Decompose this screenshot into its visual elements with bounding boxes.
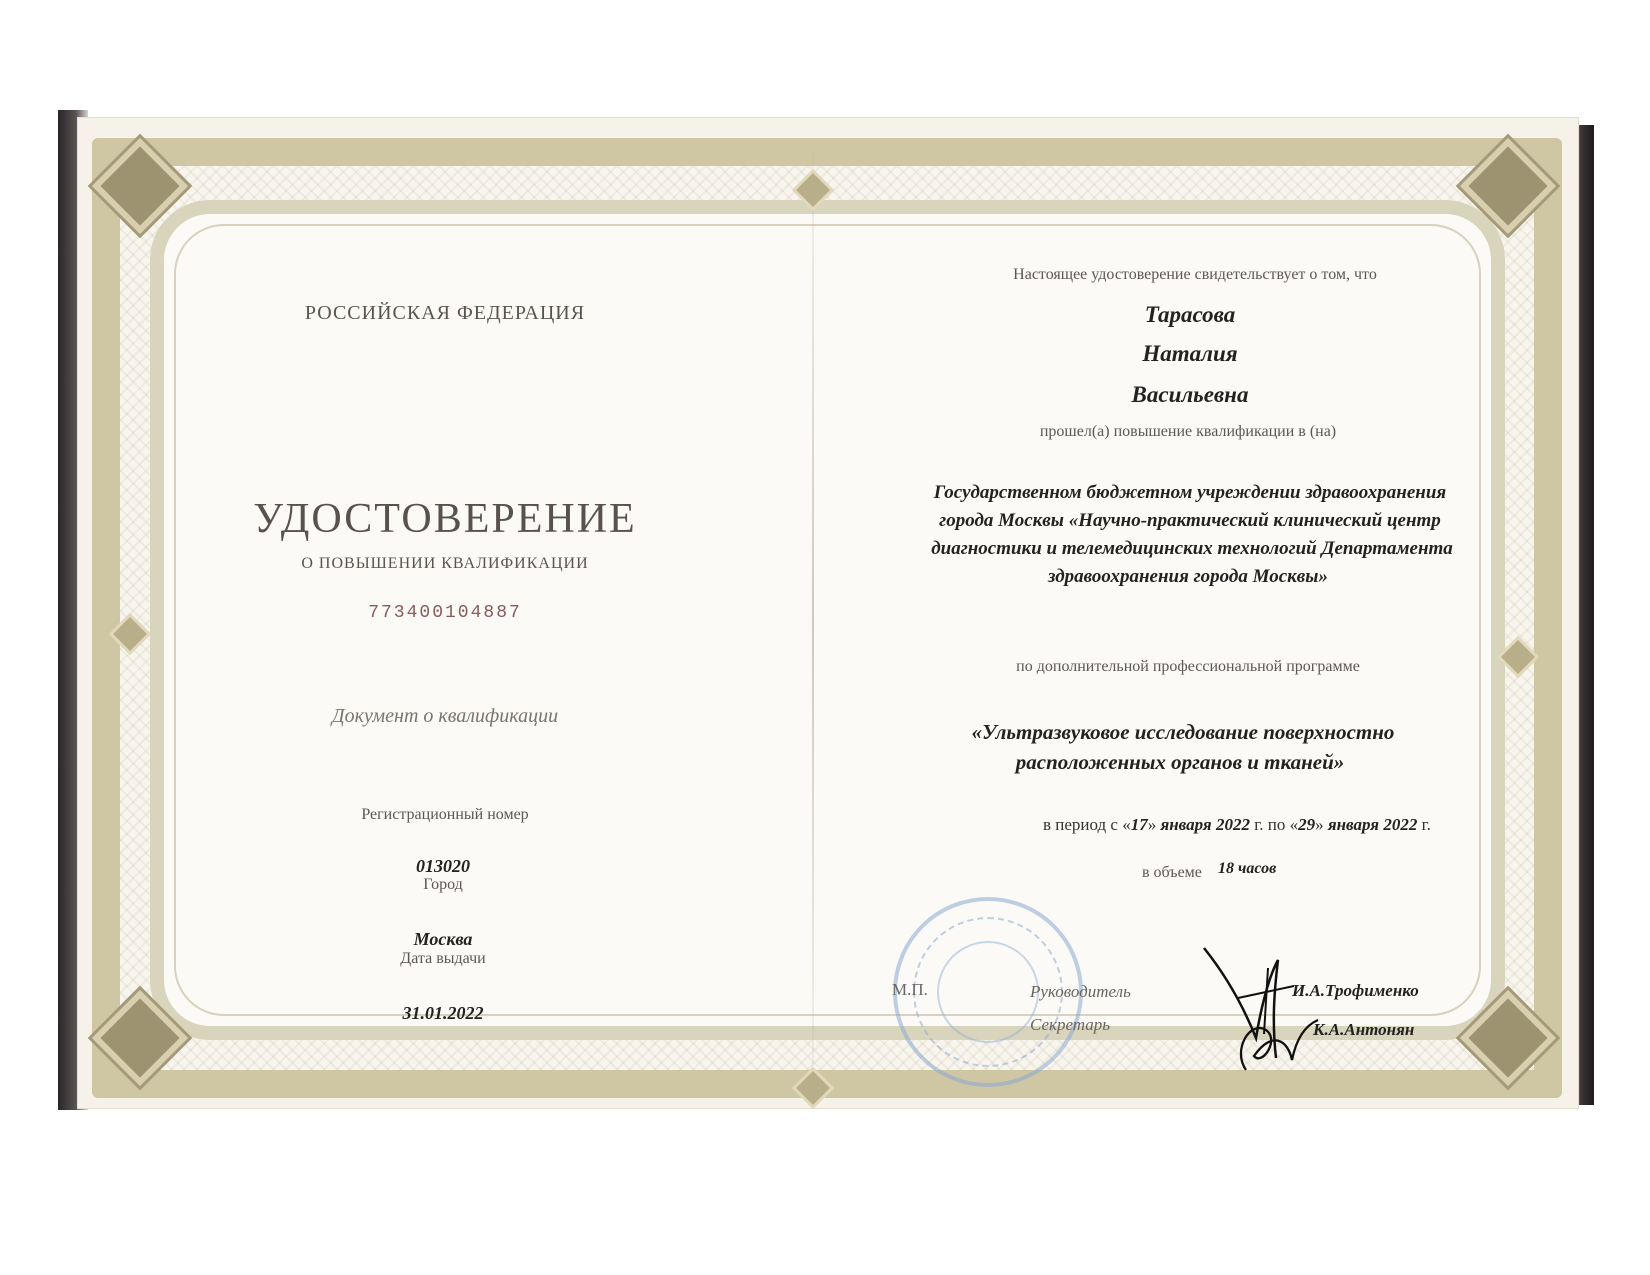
program-label: по дополнительной профессиональной программе [1016,658,1360,675]
reg-number: 013020 [416,856,470,876]
city: Москва [413,929,473,949]
institution-line: здравоохранения города Москвы» [1048,566,1328,587]
center-fold [812,150,814,1095]
document-subtitle: О ПОВЫШЕНИИ КВАЛИФИКАЦИИ [301,555,589,572]
patronymic: Васильевна [1131,382,1249,407]
reg-number-label: Регистрационный номер [361,806,529,823]
intro-text: Настоящее удостоверение свидетельствует о том, что [1013,266,1377,283]
surname: Тарасова [1144,302,1236,327]
signature-secretary-icon [1232,1000,1322,1080]
program-line: расположенных органов и тканей» [1015,750,1345,774]
serial-number: 773400104887 [368,603,522,623]
inner-border [150,200,1505,1040]
institution-line: Государственном бюджетном учреждении здравоохранения [933,482,1447,503]
document-type: Документ о квалификации [331,705,559,727]
secretary-name: К.А.Антонян [1313,1020,1415,1039]
issue-date-label: Дата выдачи [400,950,486,967]
stamp-label: М.П. [892,980,928,999]
period: в период с «17» января 2022 г. по «29» января 2022 г. [1043,815,1431,834]
city-label: Город [423,876,463,893]
secretary-label: Секретарь [1030,1015,1110,1034]
country-name: РОССИЙСКАЯ ФЕДЕРАЦИЯ [304,302,586,324]
director-name: И.А.Трофименко [1292,981,1419,1000]
document-title: УДОСТОВЕРЕНИЕ [253,496,637,542]
passed-text: прошел(а) повышение квалификации в (на) [1039,423,1337,440]
first-name: Наталия [1142,341,1238,366]
institution-line: диагностики и телемедицинских технологий Департамента [931,538,1453,559]
issue-date: 31.01.2022 [402,1003,484,1023]
volume-label: в объеме [1142,864,1202,881]
volume-value: 18 часов [1218,860,1277,877]
institution-line: города Москвы «Научно-практический клинический центр [939,510,1441,531]
program-line: «Ультразвуковое исследование поверхностно [971,720,1395,744]
director-label: Руководитель [1030,982,1131,1001]
